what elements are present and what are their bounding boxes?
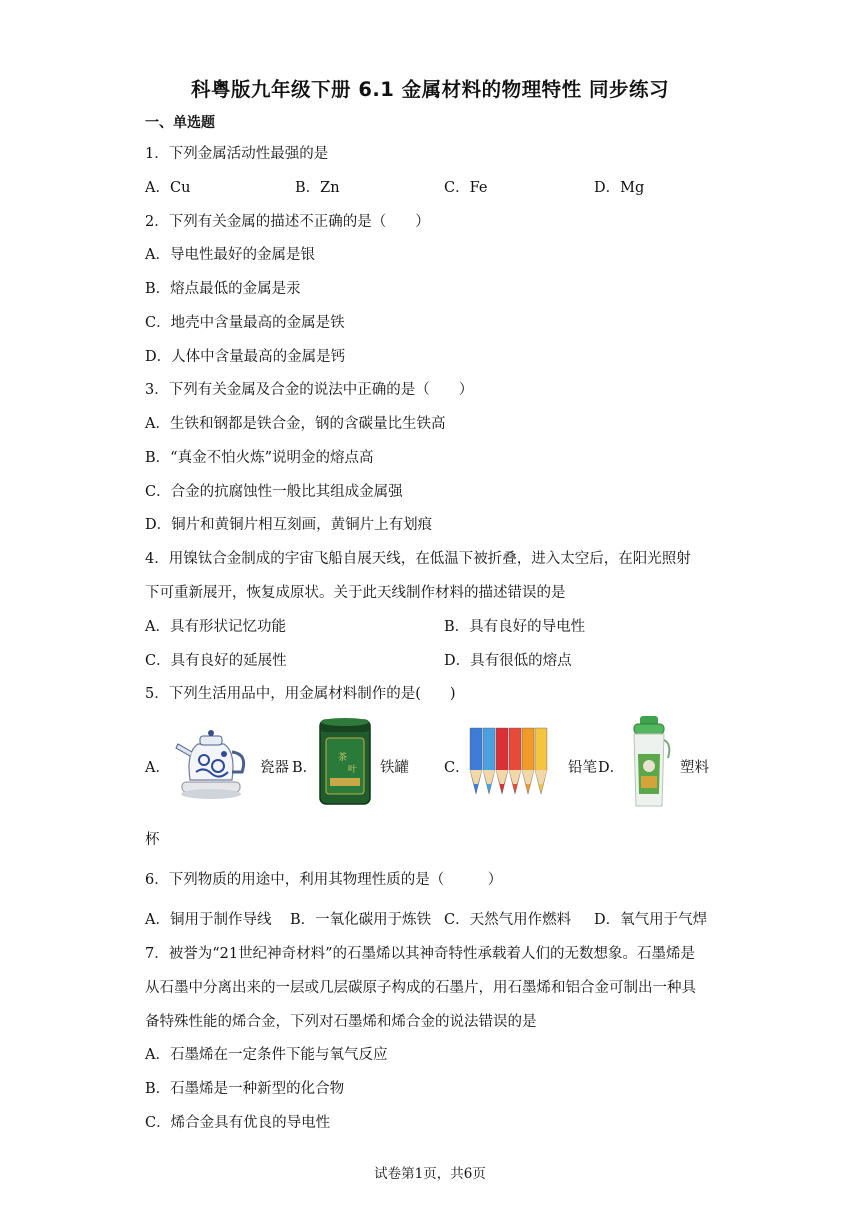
- colored-pencils-image: [466, 726, 562, 798]
- q4-option-d: D．具有很低的熔点: [444, 653, 572, 669]
- page-title: 科粤版九年级下册 6.1 金属材料的物理特性 同步练习: [191, 78, 669, 101]
- question-6-stem: 6．下列物质的用途中，利用其物理性质的是（ ）: [145, 872, 503, 888]
- q1-option-b: B．Zn: [295, 180, 340, 196]
- section-heading: 一、单选题: [145, 115, 215, 131]
- q6-option-c: C．天然气用作燃料: [444, 912, 572, 928]
- question-2-stem: 2．下列有关金属的描述不正确的是（ ）: [145, 214, 430, 230]
- q4-option-c: C．具有良好的延展性: [145, 653, 287, 669]
- q5-option-c-letter: C．: [444, 760, 470, 776]
- q5-option-b-label: 铁罐: [380, 760, 409, 776]
- question-7-stem-line2: 从石墨中分离出来的一层或几层碳原子构成的石墨片，用石墨烯和铝合金可制出一种具: [145, 980, 696, 996]
- q3-option-a: A．生铁和钢都是铁合金，钢的含碳量比生铁高: [145, 416, 446, 432]
- q2-option-d: D．人体中含量最高的金属是钙: [145, 349, 346, 365]
- q7-option-b: B．石墨烯是一种新型的化合物: [145, 1081, 345, 1097]
- page-footer: 试卷第1页，共6页: [374, 1166, 486, 1182]
- q7-option-a: A．石墨烯在一定条件下能与氧气反应: [145, 1047, 388, 1063]
- q3-option-b: B．“真金不怕火炼”说明金的熔点高: [145, 450, 374, 466]
- plastic-cup-image: [624, 714, 674, 810]
- q6-option-b: B．一氧化碳用于炼铁: [290, 912, 432, 928]
- q5-option-d-label-wrap: 杯: [145, 832, 160, 848]
- q4-option-b: B．具有良好的导电性: [444, 619, 586, 635]
- q4-option-a: A．具有形状记忆功能: [145, 619, 286, 635]
- iron-tea-can-image: [316, 716, 374, 808]
- q5-option-b-letter: B．: [292, 760, 318, 776]
- question-7-stem-line1: 7．被誉为“21世纪神奇材料”的石墨烯以其神奇特性承载着人们的无数想象。石墨烯是: [145, 946, 695, 962]
- question-1-stem: 1．下列金属活动性最强的是: [145, 146, 329, 162]
- q2-option-b: B．熔点最低的金属是汞: [145, 281, 301, 297]
- q5-option-d-letter: D．: [598, 760, 625, 776]
- q1-option-c: C．Fe: [444, 180, 488, 196]
- svg-text:叶: 叶: [348, 765, 358, 775]
- q6-option-d: D．氧气用于气焊: [594, 912, 708, 928]
- question-4-stem-line1: 4．用镍钛合金制成的宇宙飞船自展天线，在低温下被折叠，进入太空后，在阳光照射: [145, 551, 691, 567]
- q2-option-c: C．地壳中含量最高的金属是铁: [145, 315, 345, 331]
- q3-option-d: D．铜片和黄铜片相互刻画，黄铜片上有划痕: [145, 517, 433, 533]
- q2-option-a: A．导电性最好的金属是银: [145, 247, 315, 263]
- porcelain-kettle-image: [168, 722, 252, 802]
- q5-option-c-label: 铅笔: [568, 760, 597, 776]
- q5-option-a-letter: A．: [145, 760, 170, 776]
- q1-option-d: D．Mg: [594, 180, 645, 196]
- q1-option-a: A．Cu: [145, 180, 191, 196]
- question-7-stem-line3: 备特殊性能的烯合金，下列对石墨烯和烯合金的说法错误的是: [145, 1014, 537, 1030]
- question-3-stem: 3．下列有关金属及合金的说法中正确的是（ ）: [145, 382, 474, 398]
- q7-option-c: C．烯合金具有优良的导电性: [145, 1115, 331, 1131]
- question-5-stem: 5．下列生活用品中，用金属材料制作的是( ): [145, 686, 456, 702]
- q3-option-c: C．合金的抗腐蚀性一般比其组成金属强: [145, 484, 403, 500]
- question-4-stem-line2: 下可重新展开，恢复成原状。关于此天线制作材料的描述错误的是: [145, 585, 566, 601]
- q5-option-d-label: 塑料: [680, 760, 709, 776]
- q5-option-a-label: 瓷器: [260, 760, 289, 776]
- svg-text:茶: 茶: [338, 753, 348, 763]
- q6-option-a: A．铜用于制作导线: [145, 912, 272, 928]
